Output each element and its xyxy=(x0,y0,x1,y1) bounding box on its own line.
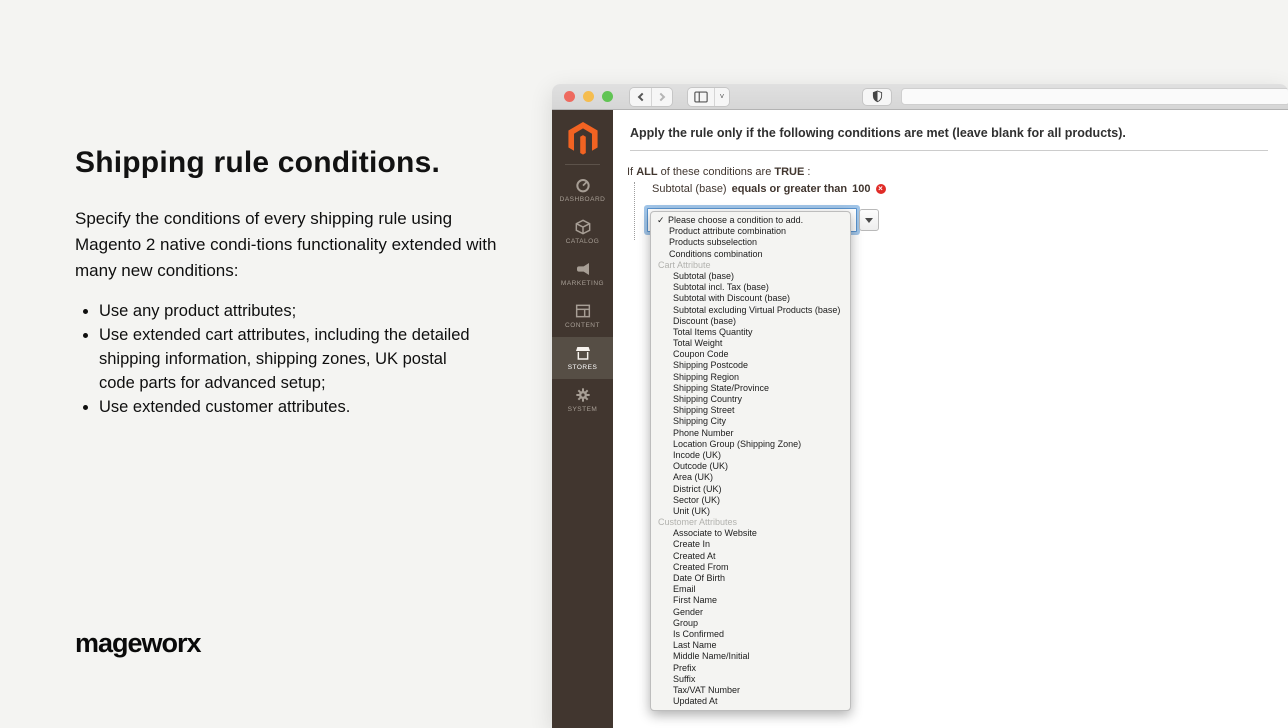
dropdown-option[interactable]: Suffix xyxy=(673,673,696,684)
dropdown-option[interactable]: Area (UK) xyxy=(673,472,714,483)
condition-select-arrow-button[interactable] xyxy=(859,209,879,231)
dropdown-option[interactable]: Coupon Code xyxy=(673,349,729,360)
magento-logo-icon[interactable] xyxy=(552,110,613,158)
conditions-section-header: Apply the rule only if the following conditions are met (leave blank for all products). xyxy=(630,126,1126,140)
dropdown-option[interactable]: Group xyxy=(673,617,699,628)
dropdown-option[interactable]: Location Group (Shipping Zone) xyxy=(673,438,802,449)
dropdown-group-label: Cart Attribute xyxy=(658,259,711,270)
address-bar[interactable] xyxy=(901,88,1288,105)
marketing-icon xyxy=(575,261,591,277)
sidebar-item-label: DASHBOARD xyxy=(559,196,606,203)
condition-mid: of these conditions are xyxy=(660,166,772,178)
bullet-item: • Use extended customer attributes. xyxy=(99,395,483,419)
browser-window xyxy=(552,84,1288,728)
sidebar-item-label: SYSTEM xyxy=(567,406,598,413)
intro-paragraph: Specify the conditions of every shipping rule using Magento 2 native condi-tions functionality extended with many new conditions: xyxy=(75,209,497,280)
sidebar-item-catalog[interactable] xyxy=(552,211,613,253)
dropdown-group-label: Customer Attributes xyxy=(658,517,738,528)
dropdown-option[interactable]: Incode (UK) xyxy=(673,449,722,460)
dropdown-option[interactable]: Updated At xyxy=(673,696,718,707)
dropdown-option[interactable]: Phone Number xyxy=(673,427,734,438)
sidebar-item-label: CATALOG xyxy=(565,238,600,245)
window-zoom-button[interactable] xyxy=(602,91,613,102)
sidebar-toggle-button[interactable] xyxy=(688,88,714,106)
dropdown-option[interactable]: Associate to Website xyxy=(673,528,757,539)
dropdown-option[interactable]: Shipping City xyxy=(673,416,727,427)
dropdown-option[interactable]: Shipping Postcode xyxy=(673,360,749,371)
dropdown-option[interactable]: Created From xyxy=(673,561,729,572)
dropdown-option[interactable]: Sector (UK) xyxy=(673,494,721,505)
dropdown-option[interactable]: Prefix xyxy=(673,662,697,673)
remove-condition-icon[interactable]: × xyxy=(876,184,886,194)
dropdown-option[interactable]: Subtotal (base) xyxy=(673,270,735,281)
stores-icon xyxy=(575,345,591,361)
browser-toolbar xyxy=(552,84,1288,110)
dropdown-option[interactable]: Outcode (UK) xyxy=(673,461,729,472)
window-close-button[interactable] xyxy=(564,91,575,102)
dropdown-option[interactable]: Subtotal excluding Virtual Products (base) xyxy=(673,304,841,315)
dashboard-icon xyxy=(575,177,591,193)
dropdown-option[interactable]: Products subselection xyxy=(669,237,758,248)
content-icon xyxy=(575,303,591,319)
sidebar-item-stores[interactable] xyxy=(552,337,613,379)
magento-sidebar xyxy=(552,110,613,728)
dropdown-option[interactable]: Subtotal with Discount (base) xyxy=(673,293,791,304)
dropdown-option[interactable]: Middle Name/Initial xyxy=(673,651,750,662)
sidebar-item-marketing[interactable] xyxy=(552,253,613,295)
dropdown-option[interactable]: Subtotal incl. Tax (base) xyxy=(673,282,769,293)
dropdown-option[interactable]: Tax/VAT Number xyxy=(673,684,741,695)
condition-summary xyxy=(627,166,810,178)
marketing-panel xyxy=(0,0,552,728)
checkmark-icon: ✓ xyxy=(657,215,665,225)
dropdown-option[interactable]: Shipping Region xyxy=(673,371,740,382)
dropdown-option[interactable]: Shipping Street xyxy=(673,405,735,416)
back-button[interactable] xyxy=(630,88,651,106)
catalog-icon xyxy=(575,219,591,235)
dropdown-option[interactable]: Total Weight xyxy=(673,338,723,349)
dropdown-option[interactable]: Gender xyxy=(673,606,704,617)
dropdown-option[interactable]: Shipping Country xyxy=(673,394,743,404)
sidebar-item-content[interactable] xyxy=(552,295,613,337)
sidebar-options-button[interactable]: ˅ xyxy=(714,88,729,106)
dropdown-option[interactable]: Product attribute combination xyxy=(669,226,787,237)
rule-value[interactable]: 100 xyxy=(852,183,871,195)
privacy-shield-button[interactable] xyxy=(862,88,892,106)
sidebar-item-label: STORES xyxy=(567,364,598,371)
dropdown-option[interactable]: Create In xyxy=(673,539,711,550)
magento-content xyxy=(613,110,1288,728)
condition-tree-line xyxy=(634,182,635,240)
rule-operator[interactable]: equals or greater than xyxy=(731,183,848,195)
sidebar-panel-icon xyxy=(694,91,708,103)
mageworx-logo: mageworx xyxy=(75,628,201,658)
chevron-right-icon xyxy=(657,92,665,100)
rule-attribute[interactable]: Subtotal (base) xyxy=(652,183,727,195)
dropdown-option[interactable]: ✓ Please choose a condition to add. xyxy=(657,215,804,225)
sidebar-divider xyxy=(565,164,600,165)
dropdown-option[interactable]: First Name xyxy=(673,595,718,606)
sidebar-item-label: CONTENT xyxy=(565,322,600,329)
dropdown-option[interactable]: District (UK) xyxy=(673,483,722,494)
condition-suffix: : xyxy=(807,166,811,178)
sidebar-item-label: MARKETING xyxy=(560,280,605,287)
bullet-item: • Use any product attributes; xyxy=(99,299,483,323)
sidebar-item-dashboard[interactable] xyxy=(552,169,613,211)
dropdown-option[interactable]: Created At xyxy=(673,550,716,561)
window-minimize-button[interactable] xyxy=(583,91,594,102)
dropdown-option[interactable]: Date Of Birth xyxy=(673,573,726,583)
bullet-item: • Use extended cart attributes, including the detailed shipping information, shipping zones, UK postal code parts for advanced setup; xyxy=(99,323,483,395)
condition-prefix: If xyxy=(627,166,634,178)
nav-button-group xyxy=(629,87,673,107)
condition-aggregator[interactable]: ALL xyxy=(636,166,658,178)
dropdown-option[interactable]: Total Items Quantity xyxy=(673,326,753,337)
system-icon xyxy=(575,387,591,403)
feature-bullet-list xyxy=(79,299,483,419)
page-title: Shipping rule conditions. xyxy=(75,146,440,179)
condition-value[interactable]: TRUE xyxy=(774,166,805,178)
chevron-down-icon xyxy=(865,218,873,223)
tab-overview-group xyxy=(687,87,730,107)
dropdown-option[interactable]: Shipping State/Province xyxy=(673,382,770,393)
header-divider xyxy=(630,150,1268,151)
dropdown-option[interactable]: Is Confirmed xyxy=(673,628,725,639)
shield-icon xyxy=(872,90,883,103)
dropdown-option[interactable]: Conditions combination xyxy=(669,248,763,259)
condition-dropdown-popup xyxy=(650,211,851,711)
dropdown-option[interactable]: Discount (base) xyxy=(673,315,737,326)
dropdown-option[interactable]: Unit (UK) xyxy=(673,505,711,516)
sidebar-item-system[interactable] xyxy=(552,379,613,421)
dropdown-option[interactable]: Email xyxy=(673,584,696,595)
chevron-left-icon xyxy=(637,92,645,100)
forward-button[interactable] xyxy=(651,88,672,106)
condition-rule-row xyxy=(652,183,886,195)
dropdown-option[interactable]: Last Name xyxy=(673,640,717,651)
